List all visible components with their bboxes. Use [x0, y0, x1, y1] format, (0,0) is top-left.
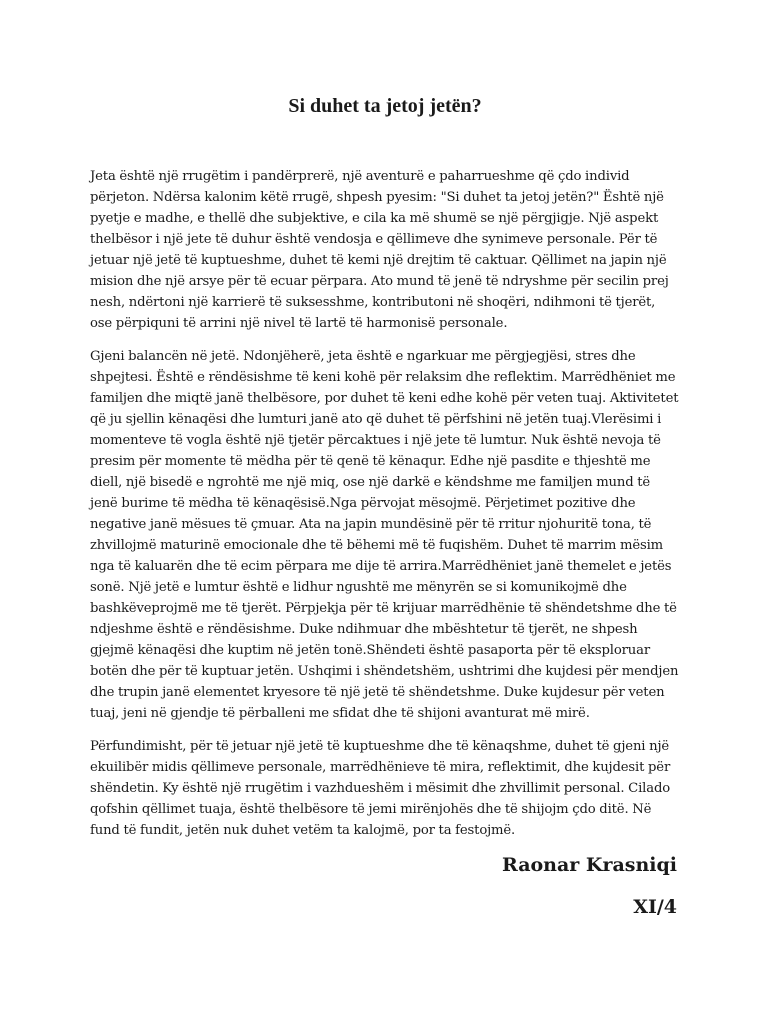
document-body: [90, 166, 680, 853]
paragraph-conclusion: Përfundimisht, për të jetuar një jetë të kuptueshme dhe të kënaqshme, duhet të gjeni një ekuilibër midis qëllimeve personale, marrëdhënieve të mira, reflektimit, dhe kujdesit për shëndetin. Ky është një rrugëtim i vazhdueshëm i mësimit dhe zhvillimit personal. Cilado qofshin qëllimet tuaja, është thelbësore të jemi mirënjohës dhe të shijojm çdo ditë. Në fund të fundit, jetën nuk duhet vetëm ta kalojmë, por ta festojmë.: [90, 739, 671, 838]
document-page: [90, 0, 680, 1024]
class-label: XI/4: [633, 896, 677, 918]
paragraph-balance: Gjeni balancën në jetë. Ndonjëherë, jeta është e ngarkuar me përgjegjësi, stres dhe shpejtesi. Është e rëndësishme të keni kohë për relaksim dhe reflektim. Marrëdhëniet me familjen dhe miqtë janë thelbësore, por duhet të keni edhe kohë për veten tuaj. Aktivitetet që ju sjellin kënaqësi dhe lumturi janë ato që duhet të përfshini në jetën tuaj.Vlerësimi i momenteve të vogla është një tjetër përcaktues i një jete të lumtur. Nuk është nevoja të presim për momente të mëdha për të qenë të kënaqur. Edhe një pasdite e thjeshtë me diell, një bisedë e ngrohtë me një miq, ose një darkë e këndshme me familjen mund të jenë burime të mëdha të kënaqësisë.Nga përvojat mësojmë. Përjetimet pozitive dhe negative janë mësues të çmuar. Ata na japin mundësinë për të rritur njohuritë tona, të zhvillojmë maturinë emocionale dhe të bëhemi më të fuqishëm. Duhet të marrim mësim nga të kaluarën dhe të ecim përpara me dije të arrira.Marrëdhëniet janë themelet e jetës sonë. Një jetë e lumtur është e lidhur ngushtë me mënyrën se si komunikojmë dhe bashkëveprojmë me të tjerët. Përpjekja për të krijuar marrëdhënie të shëndetshme dhe të ndjeshme është e rëndësishme. Duke ndihmuar dhe mbështetur të tjerët, ne shpesh gjejmë kënaqësi dhe kuptim në jetën tonë.Shëndeti është pasaporta për të eksploruar botën dhe për të kuptuar jetën. Ushqimi i shëndetshëm, ushtrimi dhe kujdesi për mendjen dhe trupin janë elementet kryesore të një jetë të shëndetshme. Duke kujdesur për veten tuaj, jeni në gjendje të përballeni me sfidat dhe të shijoni avanturat më mirë.: [90, 349, 679, 721]
paragraph-intro: Jeta është një rrugëtim i pandërprerë, një aventurë e paharrueshme që çdo individ përjeton. Ndërsa kalonim këtë rrugë, shpesh pyesim: "Si duhet ta jetoj jetën?" Është një pyetje e madhe, e thellë dhe subjektive, e cila ka më shumë se një përgjigje. Një aspekt thelbësor i një jete të duhur është vendosja e qëllimeve dhe synimeve personale. Për të jetuar një jetë të kuptueshme, duhet të kemi një drejtim të caktuar. Qëllimet na japin një mision dhe një arsye për të ecuar përpara. Ato mund të jenë të ndryshme për secilin prej nesh, ndërtoni një karrierë të suksesshme, kontributoni në shoqëri, ndihmoni të tjerët, ose përpiquni të arrini një nivel të lartë të harmonisë personale.: [90, 169, 669, 331]
document-title: Si duhet ta jetoj jetën?: [288, 95, 482, 117]
author-signature: Raonar Krasniqi: [501, 854, 677, 876]
